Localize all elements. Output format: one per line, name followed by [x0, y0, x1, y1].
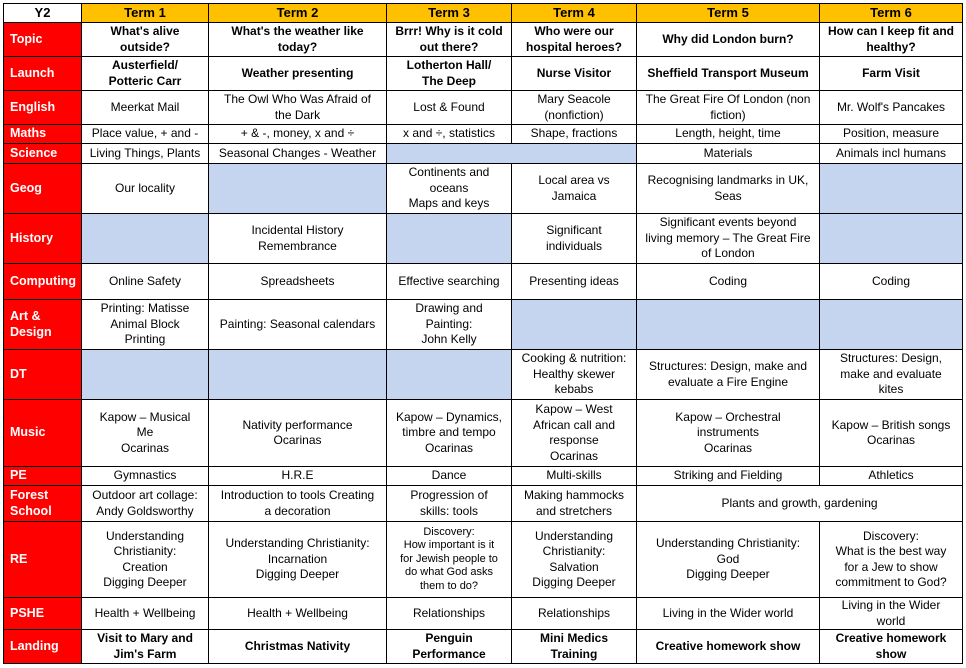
cell-line: Creative homework show [655, 638, 801, 653]
subject-label: PE [4, 467, 82, 486]
subject-label: RE [4, 522, 82, 598]
cell-line: Understanding Christianity: [655, 536, 801, 551]
cell-line: do what God asks [404, 566, 494, 579]
cell-line: living memory – The Great Fire [645, 230, 811, 245]
cell-line: hospital heroes? [525, 39, 623, 54]
term-header: Term 3 [387, 4, 512, 23]
term-header: Term 6 [820, 4, 963, 23]
cell-landing-term1 [82, 630, 209, 664]
cell-line: Printing: Matisse [100, 301, 190, 316]
cell-line: Relationships [412, 605, 486, 620]
cell-line: response [549, 433, 599, 447]
cell-re-term5 [637, 522, 820, 598]
cell-computing-term6: Coding [820, 264, 963, 300]
cell-landing-term5 [637, 630, 820, 664]
cell-line: the Dark [274, 107, 321, 122]
cell-music-term5 [637, 400, 820, 467]
cell-line: Art & [10, 309, 41, 323]
cell-topic-term4 [512, 23, 637, 57]
cell-line: Digging Deeper [686, 567, 770, 582]
cell-maths-term6: Position, measure [820, 125, 963, 144]
cell-history-term5 [637, 214, 820, 264]
cell-line: Potteric Carr [108, 73, 182, 88]
cell-line: Jim's Farm [113, 646, 177, 661]
cell-english-term1 [82, 91, 209, 125]
empty-cell [209, 350, 387, 400]
cell-line: The Great Fire Of London (non [645, 92, 811, 106]
cell-maths-term3: x and ÷, statistics [387, 125, 512, 144]
cell-line: world [876, 613, 906, 628]
cell-launch-term3 [387, 57, 512, 91]
cell-line: Incidental History [251, 223, 344, 237]
cell-line: kebabs [554, 382, 594, 397]
cell-launch-term4 [512, 57, 637, 91]
cell-forest-term5-6 [637, 486, 963, 522]
cell-forest-term2 [209, 486, 387, 522]
row-re [4, 522, 963, 598]
cell-line: Recognising landmarks in UK, [647, 173, 809, 187]
cell-science-term2: Seasonal Changes - Weather [209, 144, 387, 164]
cell-line: Andy Goldsworthy [96, 503, 194, 518]
cell-pe-term5: Striking and Fielding [637, 467, 820, 486]
cell-pe-term1: Gymnastics [82, 467, 209, 486]
curriculum-table [3, 3, 963, 664]
cell-music-term4 [512, 400, 637, 467]
empty-cell [820, 300, 963, 350]
subject-label: Science [4, 144, 82, 164]
empty-cell [820, 214, 963, 264]
cell-line: Living in the Wider world [662, 605, 794, 620]
cell-line: John Kelly [421, 332, 477, 347]
row-art-design [4, 300, 963, 350]
term-header: Term 1 [82, 4, 209, 23]
cell-line: Christmas Nativity [244, 638, 351, 653]
cell-maths-term4: Shape, fractions [512, 125, 637, 144]
row-landing [4, 630, 963, 664]
cell-pshe-term1 [82, 598, 209, 630]
cell-line: Printing [124, 332, 166, 347]
cell-music-term1 [82, 400, 209, 467]
cell-line: Plants and growth, gardening [721, 495, 878, 510]
cell-history-term2 [209, 214, 387, 264]
cell-line: Brrr! Why is it cold [395, 24, 503, 38]
row-dt [4, 350, 963, 400]
cell-forest-term3 [387, 486, 512, 522]
cell-line: What's alive [110, 24, 180, 38]
term-header: Term 4 [512, 4, 637, 23]
row-forest-school [4, 486, 963, 522]
empty-cell [387, 350, 512, 400]
cell-line: Christianity: [113, 544, 177, 558]
cell-pshe-term6 [820, 598, 963, 630]
subject-label: English [4, 91, 82, 125]
empty-cell [820, 164, 963, 214]
cell-line: Outdoor art collage: [92, 488, 198, 502]
cell-geog-term1 [82, 164, 209, 214]
subject-label: PSHE [4, 598, 82, 630]
cell-line: Mr. Wolf's Pancakes [836, 99, 946, 114]
cell-pshe-term2 [209, 598, 387, 630]
cell-line: Meerkat Mail [110, 99, 180, 114]
cell-line: What is the best way [835, 544, 947, 558]
cell-landing-term4 [512, 630, 637, 664]
cell-english-term6 [820, 91, 963, 125]
cell-landing-term3 [387, 630, 512, 664]
cell-pshe-term3 [387, 598, 512, 630]
cell-line: Progression of [410, 488, 488, 502]
cell-line: The Deep [421, 73, 476, 88]
cell-pe-term6: Athletics [820, 467, 963, 486]
cell-line: Discovery: [862, 528, 919, 543]
cell-launch-term5 [637, 57, 820, 91]
cell-computing-term1: Online Safety [82, 264, 209, 300]
row-pshe [4, 598, 963, 630]
row-english [4, 91, 963, 125]
cell-line: Drawing and [415, 301, 483, 316]
cell-line: African call and [532, 417, 616, 432]
cell-line: commitment to God? [835, 575, 947, 589]
cell-line: timbre and tempo [402, 425, 496, 440]
cell-line: Kapow – West [535, 402, 613, 416]
cell-dt-term4 [512, 350, 637, 400]
cell-pe-term2: H.R.E [209, 467, 387, 486]
row-pe [4, 467, 963, 486]
cell-geog-term4 [512, 164, 637, 214]
cell-line: Why did London burn? [662, 31, 794, 46]
cell-line: Understanding [534, 528, 614, 543]
cell-line: oceans [429, 180, 469, 195]
cell-pshe-term4 [512, 598, 637, 630]
cell-line: Digging Deeper [103, 575, 187, 589]
cell-line: Maps and keys [408, 196, 490, 211]
cell-topic-term5 [637, 23, 820, 57]
empty-cell [387, 144, 637, 164]
cell-line: Penguin [425, 631, 473, 645]
cell-art-term1 [82, 300, 209, 350]
subject-label [4, 300, 82, 350]
cell-computing-term2: Spreadsheets [209, 264, 387, 300]
cell-line: Ocarinas [866, 433, 916, 447]
cell-topic-term6 [820, 23, 963, 57]
empty-cell [512, 300, 637, 350]
cell-launch-term2 [209, 57, 387, 91]
cell-line: Sheffield Transport Museum [647, 65, 809, 80]
cell-line: Jamaica [551, 188, 597, 203]
cell-line: Nativity performance [242, 417, 353, 432]
cell-line: Ocarinas [273, 433, 322, 447]
cell-line: Lotherton Hall/ [406, 58, 492, 72]
cell-dt-term6 [820, 350, 963, 400]
subject-label: Landing [4, 630, 82, 664]
cell-geog-term5 [637, 164, 820, 214]
cell-line: Kapow – Orchestral [675, 409, 781, 424]
subject-label: History [4, 214, 82, 264]
cell-line: God [716, 551, 740, 566]
term-header: Term 2 [209, 4, 387, 23]
cell-line: Remembrance [258, 238, 337, 253]
cell-re-term3 [387, 522, 512, 598]
cell-re-term1 [82, 522, 209, 598]
year-label: Y2 [4, 4, 82, 23]
cell-english-term2 [209, 91, 387, 125]
cell-line: for a Jew to show [844, 559, 938, 574]
subject-label: DT [4, 350, 82, 400]
cell-line: Ocarinas [703, 440, 753, 455]
cell-re-term6 [820, 522, 963, 598]
cell-line: Christianity: [542, 544, 606, 558]
cell-line: a decoration [264, 503, 331, 518]
cell-english-term5 [637, 91, 820, 125]
cell-line: Ocarinas [120, 440, 170, 455]
cell-line: Lost & Found [413, 99, 485, 114]
cell-computing-term5: Coding [637, 264, 820, 300]
cell-line: Our locality [114, 180, 176, 195]
cell-line: Mary Seacole [537, 92, 611, 106]
cell-line: Nurse Visitor [536, 65, 612, 80]
cell-line: Structures: Design, make and [648, 359, 808, 373]
cell-re-term4 [512, 522, 637, 598]
cell-line: Creative homework [835, 631, 947, 645]
cell-landing-term6 [820, 630, 963, 664]
cell-art-term3 [387, 300, 512, 350]
cell-history-term4 [512, 214, 637, 264]
cell-line: Farm Visit [862, 65, 920, 80]
cell-maths-term1: Place value, + and - [82, 125, 209, 144]
cell-line: today? [277, 39, 318, 54]
cell-line: Discovery: [423, 525, 475, 538]
row-maths [4, 125, 963, 144]
cell-line: Animal Block [110, 316, 180, 331]
cell-line: What's the weather like [231, 24, 364, 38]
cell-topic-term1 [82, 23, 209, 57]
cell-line: Mini Medics [539, 631, 608, 645]
cell-line: Ocarinas [549, 448, 599, 463]
cell-science-term1: Living Things, Plants [82, 144, 209, 164]
cell-line: Continents and [408, 165, 490, 180]
cell-line: Health + Wellbeing [247, 605, 348, 620]
cell-line: make and evaluate [840, 366, 942, 381]
cell-line: How can I keep fit and [827, 24, 955, 38]
cell-line: and stretchers [535, 503, 613, 518]
cell-line: Creation [122, 559, 168, 574]
cell-line: School [10, 503, 52, 518]
cell-line: Who were our [534, 24, 614, 38]
cell-line: Structures: Design, [839, 351, 943, 366]
cell-line: Introduction to tools Creating [220, 488, 375, 502]
cell-forest-term4 [512, 486, 637, 522]
cell-line: Me [136, 425, 154, 440]
cell-line: Cooking & nutrition: [521, 351, 627, 366]
cell-line: Local area vs [538, 173, 610, 187]
cell-line: Living in the Wider [841, 598, 941, 612]
cell-geog-term3 [387, 164, 512, 214]
cell-dt-term5 [637, 350, 820, 400]
empty-cell [82, 350, 209, 400]
cell-line: Design [10, 324, 52, 339]
cell-line: Painting: [425, 316, 473, 331]
term-header: Term 5 [637, 4, 820, 23]
row-geog [4, 164, 963, 214]
cell-art-term2 [209, 300, 387, 350]
cell-line: Significant events beyond [659, 215, 797, 230]
cell-music-term2 [209, 400, 387, 467]
cell-line: Health + Wellbeing [94, 605, 196, 620]
cell-landing-term2 [209, 630, 387, 664]
cell-pe-term4: Multi-skills [512, 467, 637, 486]
cell-music-term6 [820, 400, 963, 467]
cell-line: Ocarinas [424, 440, 474, 455]
header-row [4, 4, 963, 23]
cell-english-term3 [387, 91, 512, 125]
empty-cell [637, 300, 820, 350]
cell-computing-term4: Presenting ideas [512, 264, 637, 300]
subject-label [4, 486, 82, 522]
cell-line: Austerfield/ [111, 58, 178, 72]
cell-line: Kapow – Musical [99, 409, 191, 424]
cell-line: Significant [546, 223, 602, 237]
cell-line: Kapow – British songs [831, 417, 951, 432]
cell-line: How important is it [403, 539, 495, 552]
cell-line: Salvation [549, 559, 599, 574]
cell-line: Understanding [105, 528, 185, 543]
subject-label: Topic [4, 23, 82, 57]
cell-line: Painting: Seasonal calendars [219, 316, 376, 331]
cell-line: fiction) [710, 107, 746, 122]
cell-line: outside? [120, 39, 170, 54]
cell-line: of London [701, 246, 755, 261]
cell-topic-term2 [209, 23, 387, 57]
cell-line: Kapow – Dynamics, [395, 409, 503, 424]
cell-line: kites [878, 382, 904, 397]
subject-label: Maths [4, 125, 82, 144]
subject-label: Computing [4, 264, 82, 300]
row-launch [4, 57, 963, 91]
cell-launch-term1 [82, 57, 209, 91]
cell-line: Incarnation [267, 551, 328, 566]
cell-launch-term6 [820, 57, 963, 91]
cell-line: evaluate a Fire Engine [667, 374, 789, 389]
cell-line: out there? [419, 39, 479, 54]
cell-maths-term5: Length, height, time [637, 125, 820, 144]
subject-label: Music [4, 400, 82, 467]
cell-line: them to do? [419, 579, 479, 592]
cell-line: Relationships [537, 605, 611, 620]
cell-music-term3 [387, 400, 512, 467]
cell-line: Making hammocks [523, 488, 625, 502]
subject-label: Launch [4, 57, 82, 91]
cell-line: Weather presenting [241, 65, 354, 80]
cell-line: for Jewish people to [400, 552, 498, 565]
empty-cell [387, 214, 512, 264]
row-computing [4, 264, 963, 300]
cell-line: Forest [10, 488, 49, 502]
row-topic [4, 23, 963, 57]
cell-line: instruments [696, 425, 760, 440]
cell-line: skills: tools [419, 503, 478, 518]
cell-science-term6: Animals incl humans [820, 144, 963, 164]
cell-line: Digging Deeper [532, 575, 616, 589]
cell-line: Seas [714, 188, 742, 203]
cell-line: healthy? [866, 39, 916, 54]
cell-line: show [875, 646, 907, 661]
cell-computing-term3: Effective searching [387, 264, 512, 300]
cell-line: Visit to Mary and [97, 631, 193, 645]
cell-line: Understanding Christianity: [225, 536, 370, 551]
cell-line: Training [550, 646, 598, 661]
cell-line: (nonfiction) [544, 107, 604, 122]
cell-maths-term2: + & -, money, x and ÷ [209, 125, 387, 144]
cell-line: The Owl Who Was Afraid of [224, 92, 371, 106]
cell-line: Digging Deeper [255, 567, 340, 582]
cell-science-term5: Materials [637, 144, 820, 164]
cell-english-term4 [512, 91, 637, 125]
row-music [4, 400, 963, 467]
cell-line: Performance [412, 646, 486, 661]
row-science [4, 144, 963, 164]
cell-line: Healthy skewer [532, 366, 616, 381]
cell-forest-term1 [82, 486, 209, 522]
empty-cell [209, 164, 387, 214]
empty-cell [82, 214, 209, 264]
subject-label: Geog [4, 164, 82, 214]
cell-pe-term3: Dance [387, 467, 512, 486]
cell-line: individuals [545, 238, 603, 253]
cell-pshe-term5 [637, 598, 820, 630]
cell-topic-term3 [387, 23, 512, 57]
cell-re-term2 [209, 522, 387, 598]
row-history [4, 214, 963, 264]
